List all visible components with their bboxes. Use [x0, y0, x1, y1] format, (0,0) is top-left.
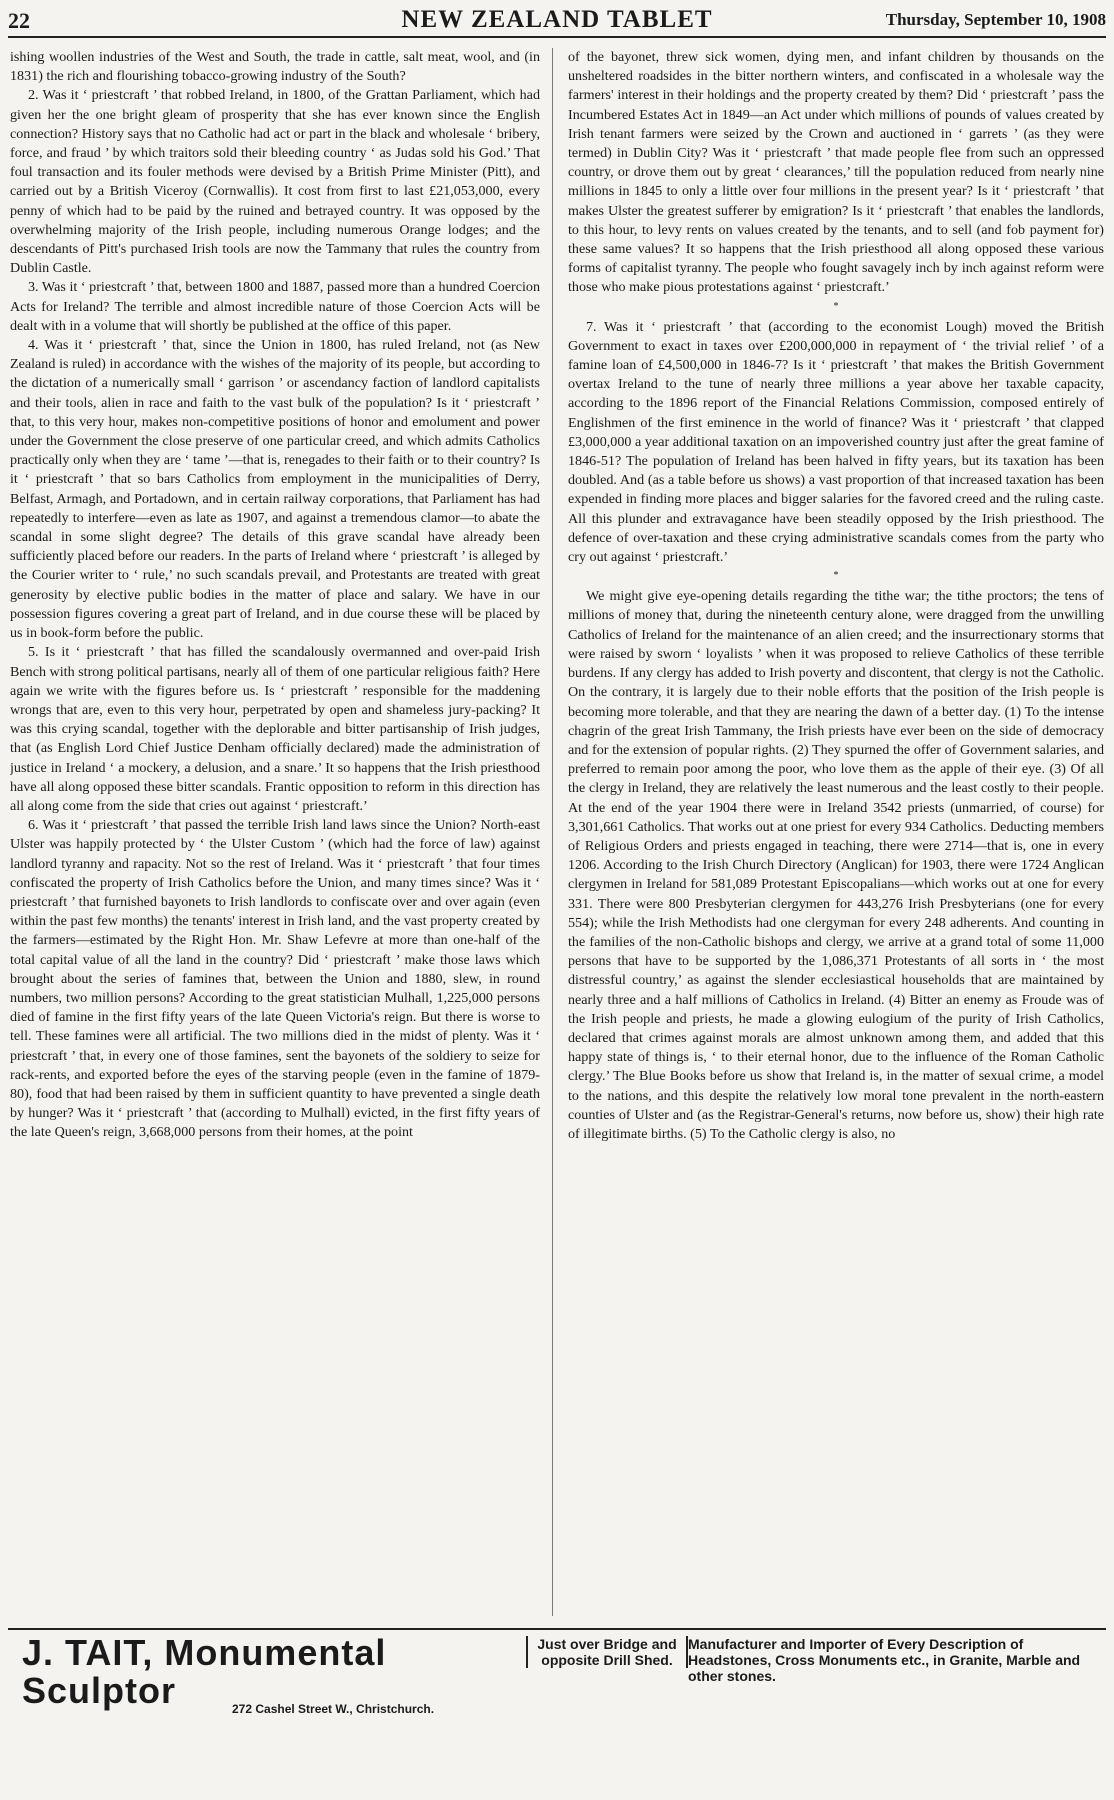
- advertiser-description: Manufacturer and Importer of Every Description of Headstones, Cross Monuments etc., in Granite, Marble and other stones.: [688, 1636, 1081, 1684]
- advertiser-name: J. TAIT, Monumental Sculptor: [22, 1632, 387, 1711]
- advertiser-block: [22, 1634, 522, 1716]
- article-paragraph: 2. Was it ‘ priestcraft ’ that robbed Ireland, in 1800, of the Grattan Parliament, which had given her the one bright gleam of prosperity that she has ever known since the English connection? History says that no Catholic had act or part in the black and wholesale ‘ bribery, force, and fraud ’ by which traitors sold their bleeding country ‘ as Judas sold his God.’ That foul transaction and its fouler methods were devised by a British Prime Minister (Pitt), and carried out by a British Viceroy (Cornwallis). It cost from first to last £21,053,000, every penny of which had to be paid by the ruined and betrayed country. It was opposed by the overwhelming majority of the Irish people, including numerous Orange lodges; and the descendants of Pitt's purchased Irish tools are now the Tammany that rules the country from Dublin Castle.: [10, 87, 540, 277]
- advertiser-address: 272 Cashel Street W., Christchurch.: [232, 1702, 435, 1716]
- article-paragraph: 3. Was it ‘ priestcraft ’ that, between 1800 and 1887, passed more than a hundred Coercion Acts for Ireland? The terrible and almost incredible nature of those Coercion Acts will be dealt with in a volume that will shortly be published at the office of this paper.: [10, 279, 540, 334]
- page-number: 22: [8, 8, 30, 33]
- article-paragraph: We might give eye-opening details regarding the tithe war; the tithe proctors; the tens of millions of money that, during the nineteenth century alone, were dragged from the unwilling Catholics of Ireland for the maintenance of an alien creed; and the insurrectionary storms that were raised by sworn ‘ loyalists ’ when it was proposed to relieve Catholics of these terrible burdens. If any clergy has added to Irish poverty and discontent, that clergy is not the Catholic. On the contrary, it is largely due to their noble efforts that the position of the Irish people is becoming more tolerable, and that they are nearing the dawn of a better day. (1) To the intense chagrin of the great Irish Tammany, the Irish priests have ever been on the side of democracy and for the extension of popular rights. (2) They spurned the offer of Government salaries, and preferred to remain poor among the poor, who love them as the apple of their eye. (3) Of all the clergy in Ireland, they are relatively the least numerous and the least costly to their people. At the end of the year 1904 there were in Ireland 3542 priests (unmarried, of course) for 3,301,661 Catholics. That works out at one priest for every 934 Catholics. Deducting members of Religious Orders and priests engaged in teaching, there were 2714—that is, one in every 1206. According to the Irish Church Directory (Anglican) for 1903, there were 1724 Anglican clergymen in Ireland for 581,089 Protestant Episcopalians—which works out at one for every 331. There were 800 Presbyterian clergymen for 443,276 Irish Presbyterians (one for every 554); while the Irish Methodists had one clergyman for every 248 adherents. And counting in the families of the non-Catholic bishops and clergy, we arrive at a grand total of some 11,000 persons that have to be supported by the 1,086,371 Protestants of all sorts in ‘ the most distressful country,’ as against the slender ecclesiastical households that are maintained by nearly three and a half millions of Catholics in Ireland. (4) Bitter an enemy as Froude was of the Irish people and priests, he made a glowing eulogium of the purity of Irish Catholics, declared that crimes against morals are almost unknown among them, and added that this happy state of things is, ‘ to their eternal honor, due to the influence of the Roman Catholic clergy.’ The Blue Books before us show that Ireland is, in the matter of sexual crime, a model to the nations, and this despite the relatively low moral tone prevalent in the north-eastern counties of Ulster and (as the Registrar-General's returns, now before us, show) their high rate of illegitimate births. (5) To the Catholic clergy is also, no: [568, 588, 1104, 1142]
- article-paragraph: 4. Was it ‘ priestcraft ’ that, since the Union in 1800, has ruled Ireland, not (as New Zealand is ruled) in accordance with the wishes of the majority of its people, but according to the dictation of a numerically small ‘ garrison ’ or ascendancy faction of landlord capitalists and their tools, alien in race and faith to the vast bulk of the population? Is it ‘ priestcraft ’ that, to this very hour, makes non-competitive positions of honor and emolument and power under the Government the close preserve of one particular creed, and which admits Catholics practically only when they are ‘ tame ’—that is, renegades to their faith or to their country? Is it ‘ priestcraft ’ that so bars Catholics from employment in the municipalities of Derry, Belfast, Armagh, and Portadown, and in certain railway corporations, that Parliament has had repeatedly to interfere—even as late as 1907, and against a tremendous clamor—to abate the scandal in some slight degree? The details of this grave scandal have already been sufficiently placed before our readers. In the parts of Ireland where ‘ priestcraft ’ is alleged by the Courier writer to ‘ rule,’ no such scandals prevail, and Protestants are treated with great generosity by elective public bodies in the matter of place and salary. We have in our possession figures covering a great part of Ireland, and in due course these will be placed by us in book-form before the public.: [10, 337, 540, 642]
- issue-date: Thursday, September 10, 1908: [885, 10, 1106, 29]
- article-paragraph: of the bayonet, threw sick women, dying men, and infant children by thousands on the unsheltered roadsides in the bitter northern winters, and confiscated in a wholesale way the farmers' interest in their holdings and the property created by them? Did ‘ priestcraft ’ pass the Incumbered Estates Act in 1849—an Act under which millions of pounds of values created by Irish tenant farmers were seized by the Crown and auctioned in ‘ garrets ’ (as they were termed) in Dublin City? Was it ‘ priestcraft ’ that made people flee from such an oppressed country, or drove them out by great ‘ clearances,’ till the population reduced from nearly nine millions in 1845 to only a little over four millions in the present year? Is it ‘ priestcraft ’ that makes Ulster the greatest sufferer by emigration? Is it ‘ priestcraft ’ that enables the landlords, to this hour, to levy rents on values created by the tenants, and to sell (and fob payment for) these same values? It so happens that the Irish priesthood all along opposed these various forms of capitalist tyranny. The people who fought savagely inch by inch against reform were those who make pious protestations against ‘ priestcraft.’: [568, 49, 1104, 296]
- page-header: [8, 6, 1106, 38]
- left-column: [10, 48, 540, 1616]
- article-paragraph: 6. Was it ‘ priestcraft ’ that passed the terrible Irish land laws since the Union? North-east Ulster was happily protected by ‘ the Ulster Custom ’ (which had the force of law) against landlord tyranny and rapacity. Not so the rest of Ireland. Was it ‘ priestcraft ’ that four times confiscated the property of Irish Catholics before the Union, and many times since? Was it ‘ priestcraft ’ that furnished bayonets to Irish landlords to confiscate over and over again (even within the past few months) the tenants' interest in Irish land, and the vast property created by the farmers—estimated by the Right Hon. Mr. Shaw Lefevre at more than one-half of the total capital value of all the land in the country? Did ‘ priestcraft ’ make those laws which brought about the series of famines that, between the Union and 1880, slew, in round numbers, two million persons? According to the great statistician Mulhall, 1,225,000 persons died of famine in the first fifty years of the late Queen Victoria's reign. But there is worse to tell. These famines were all artificial. The two millions died in the midst of plenty. Was it ‘ priestcraft ’ that, in every one of those famines, sent the bayonets of the soldiery to seize for rack-rents, and exported before the eyes of the starving people (even in the famine of 1879-80), food that had been raised by them in sufficient quantity to have prevented a single death by hunger? Was it ‘ priestcraft ’ that (according to Mulhall) evicted, in the first fifty years of the late Queen's reign, 3,668,000 persons from their homes, at the point: [10, 817, 540, 1141]
- article-paragraph: 5. Is it ‘ priestcraft ’ that has filled the scandalously overmanned and over-paid Irish Bench with strong political partisans, nearly all of them of one particular religious faith? Here again we write with the figures before us. Is ‘ priestcraft ’ responsible for the maddening wrongs that are, even to this very hour, perpetrated by open and shameless jury-packing? It was this crying scandal, together with the deplorable and bitter partisanship of Irish judges, that (as English Lord Chief Justice Denham officially declared) made the administration of justice in Ireland ‘ a mockery, a delusion, and a snare.’ It so happens that the Irish priesthood have all along opposed these bitter scandals. Frantic opposition to reform in this direction has all along come from the side that cries out against ‘ priestcraft.’: [10, 644, 540, 814]
- advertisement-banner: [8, 1628, 1106, 1716]
- publication-title: NEW ZEALAND TABLET: [401, 6, 713, 33]
- article-paragraph: 7. Was it ‘ priestcraft ’ that (according to the economist Lough) moved the British Government to exact in taxes over £200,000,000 in repayment of ‘ the trivial relief ’ of a famine loan of £4,500,000 in 1846-7? Is it ‘ priestcraft ’ that makes the British Government overtax Ireland to the tune of nearly three millions a year above her taxable capacity, according to the 1896 report of the Financial Relations Commission, composed entirely of Englishmen of the first eminence in the world of finance? Was it ‘ priestcraft ’ that clapped £3,000,000 a year additional taxation on an impoverished country just after the great famine of 1846-51? The population of Ireland has been halved in fifty years, but its taxation has been doubled. And (as a table before us shows) a vast proportion of that increased taxation has been expended in finding more places and bigger salaries for the favored creed and the ruling caste. All this plunder and extravagance have been steadily opposed by the Irish priesthood. The defence of over-taxation and these crying administrative scandals comes from the party who cry out against ‘ priestcraft.’: [568, 318, 1104, 566]
- section-separator: *: [833, 300, 839, 312]
- section-separator: *: [833, 570, 839, 582]
- right-column: [568, 48, 1104, 1616]
- article-paragraph: ishing woollen industries of the West and South, the trade in cattle, salt meat, wool, and (in 1831) the rich and flourishing tobacco-growing industry of the South?: [10, 49, 540, 85]
- column-divider: [552, 48, 553, 1616]
- advertiser-location: Just over Bridge and opposite Drill Shed.: [526, 1636, 688, 1668]
